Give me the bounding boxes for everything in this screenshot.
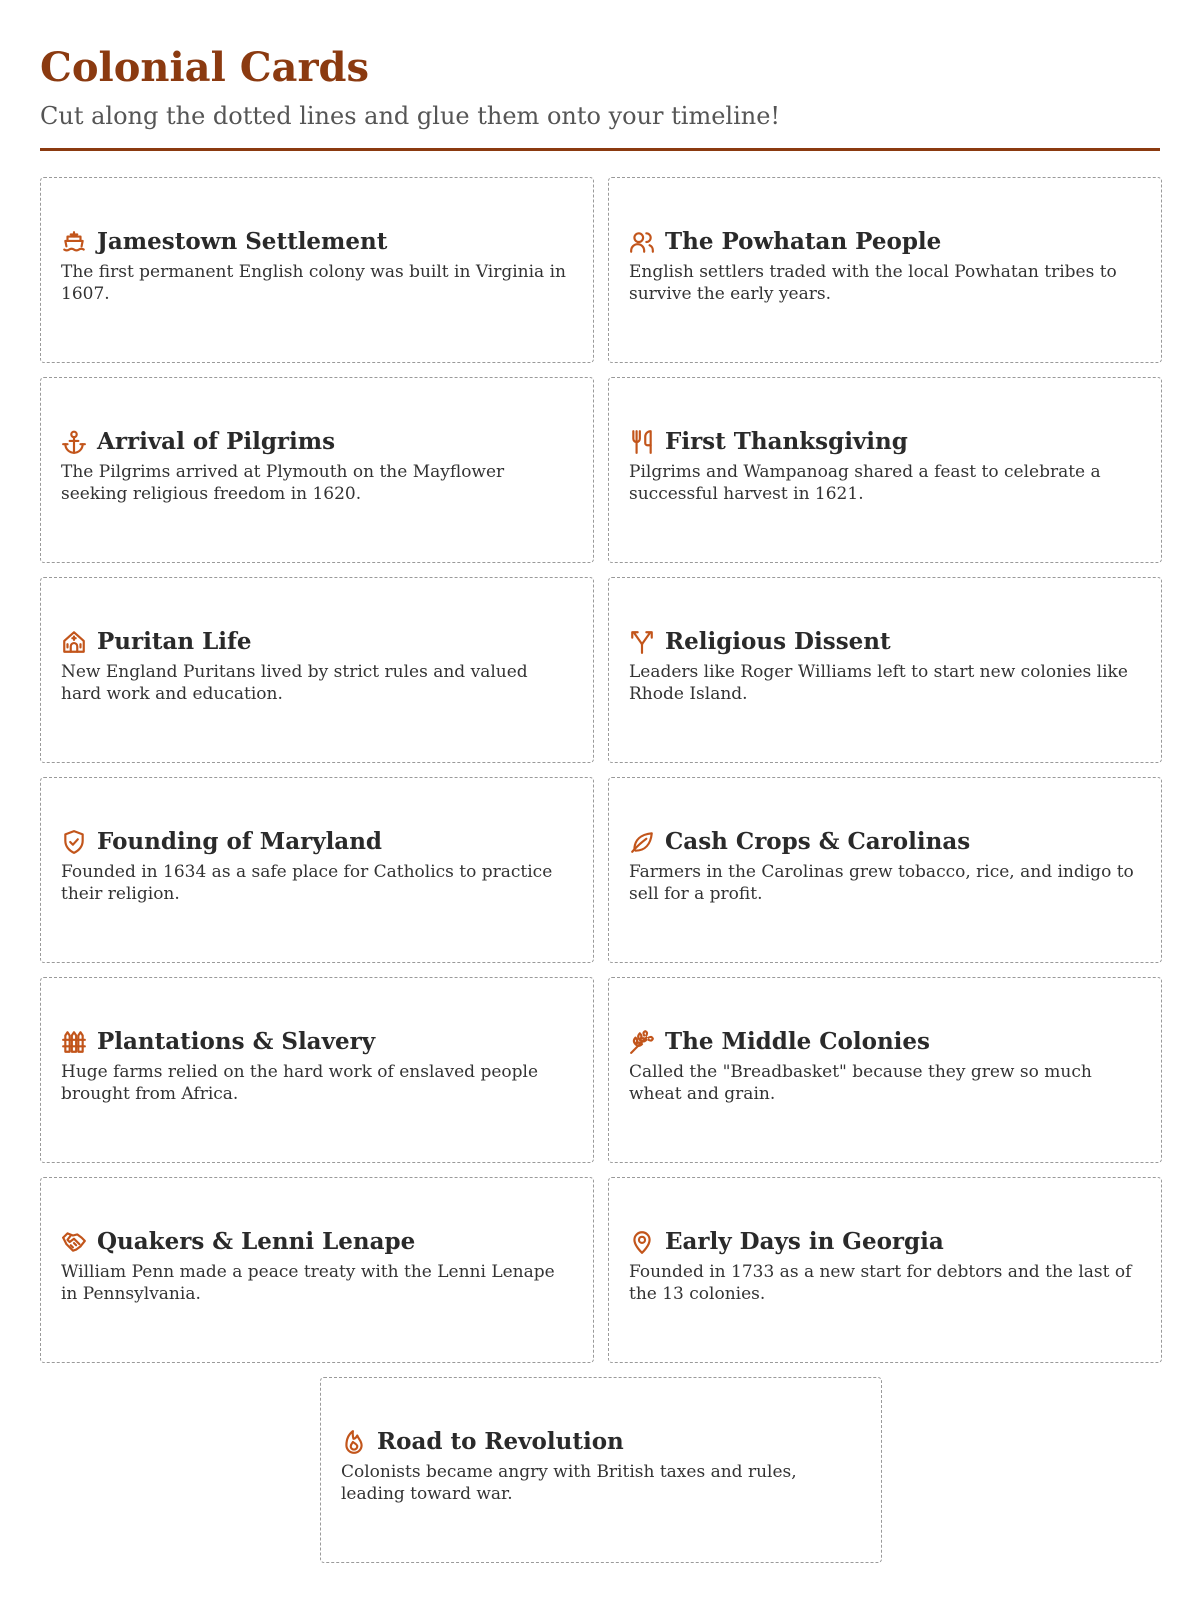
card-title: Cash Crops & Carolinas xyxy=(665,828,971,855)
shield-check-icon xyxy=(61,829,87,855)
fence-icon xyxy=(61,1029,87,1055)
card-title: Plantations & Slavery xyxy=(97,1028,376,1055)
card-title: Quakers & Lenni Lenape xyxy=(97,1228,416,1255)
card-title: The Powhatan People xyxy=(665,228,942,255)
card-description: Leaders like Roger Williams left to start new colonies like Rhode Island. xyxy=(629,662,1128,704)
card-founding-of-maryland xyxy=(40,777,594,963)
card-description: Pilgrims and Wampanoag shared a feast to celebrate a successful harvest in 1621. xyxy=(629,462,1101,504)
card-grid xyxy=(40,177,1160,1563)
card-title: Jamestown Settlement xyxy=(97,228,388,255)
card-early-days-in-georgia xyxy=(608,1177,1162,1363)
card-road-to-revolution xyxy=(320,1377,882,1563)
card-title: Early Days in Georgia xyxy=(665,1228,944,1255)
wheat-icon xyxy=(629,1029,655,1055)
card-header xyxy=(629,1027,1141,1057)
card-description: Founded in 1733 as a new start for debtors and the last of the 13 colonies. xyxy=(629,1262,1132,1304)
users-icon xyxy=(629,229,655,255)
card-header xyxy=(61,1027,573,1057)
card-religious-dissent xyxy=(608,577,1162,763)
anchor-icon xyxy=(61,429,87,455)
map-pin-icon xyxy=(629,1229,655,1255)
card-title: Religious Dissent xyxy=(665,628,891,655)
flame-icon xyxy=(341,1429,367,1455)
card-plantations-slavery xyxy=(40,977,594,1163)
card-header xyxy=(61,227,573,257)
card-description: English settlers traded with the local Powhatan tribes to survive the early years. xyxy=(629,262,1117,304)
card-first-thanksgiving xyxy=(608,377,1162,563)
card-header xyxy=(61,627,573,657)
card-header xyxy=(629,1227,1141,1257)
card-header xyxy=(61,427,573,457)
page-subtitle: Cut along the dotted lines and glue them onto your timeline! xyxy=(40,102,781,130)
card-header xyxy=(629,427,1141,457)
card-title: The Middle Colonies xyxy=(665,1028,930,1055)
card-title: Road to Revolution xyxy=(377,1428,624,1455)
card-arrival-of-pilgrims xyxy=(40,377,594,563)
card-puritan-life xyxy=(40,577,594,763)
card-description: Farmers in the Carolinas grew tobacco, rice, and indigo to sell for a profit. xyxy=(629,862,1134,904)
ship-icon xyxy=(61,229,87,255)
card-title: Founding of Maryland xyxy=(97,828,383,855)
card-description: Called the "Breadbasket" because they grew so much wheat and grain. xyxy=(629,1062,1092,1104)
split-arrow-icon xyxy=(629,629,655,655)
card-header xyxy=(61,1227,573,1257)
utensils-icon xyxy=(629,429,655,455)
card-cash-crops-carolinas xyxy=(608,777,1162,963)
card-quakers-lenni-lenape xyxy=(40,1177,594,1363)
card-the-powhatan-people xyxy=(608,177,1162,363)
card-description: William Penn made a peace treaty with the Lenni Lenape in Pennsylvania. xyxy=(61,1262,555,1304)
card-the-middle-colonies xyxy=(608,977,1162,1163)
header-divider xyxy=(40,148,1160,151)
card-header xyxy=(629,827,1141,857)
leaf-icon xyxy=(629,829,655,855)
card-description: The first permanent English colony was built in Virginia in 1607. xyxy=(61,262,566,304)
card-description: New England Puritans lived by strict rules and valued hard work and education. xyxy=(61,662,528,704)
card-description: Colonists became angry with British taxes and rules, leading toward war. xyxy=(341,1462,797,1504)
page-title: Colonial Cards xyxy=(40,44,370,91)
church-icon xyxy=(61,629,87,655)
card-title: Puritan Life xyxy=(97,628,252,655)
card-title: First Thanksgiving xyxy=(665,428,908,455)
card-header xyxy=(629,227,1141,257)
card-title: Arrival of Pilgrims xyxy=(97,428,336,455)
handshake-icon xyxy=(61,1229,87,1255)
card-jamestown-settlement xyxy=(40,177,594,363)
card-description: Huge farms relied on the hard work of enslaved people brought from Africa. xyxy=(61,1062,539,1104)
card-header xyxy=(341,1427,861,1457)
card-header xyxy=(61,827,573,857)
card-description: Founded in 1634 as a safe place for Catholics to practice their religion. xyxy=(61,862,553,904)
card-header xyxy=(629,627,1141,657)
card-description: The Pilgrims arrived at Plymouth on the Mayflower seeking religious freedom in 1620. xyxy=(61,462,505,504)
